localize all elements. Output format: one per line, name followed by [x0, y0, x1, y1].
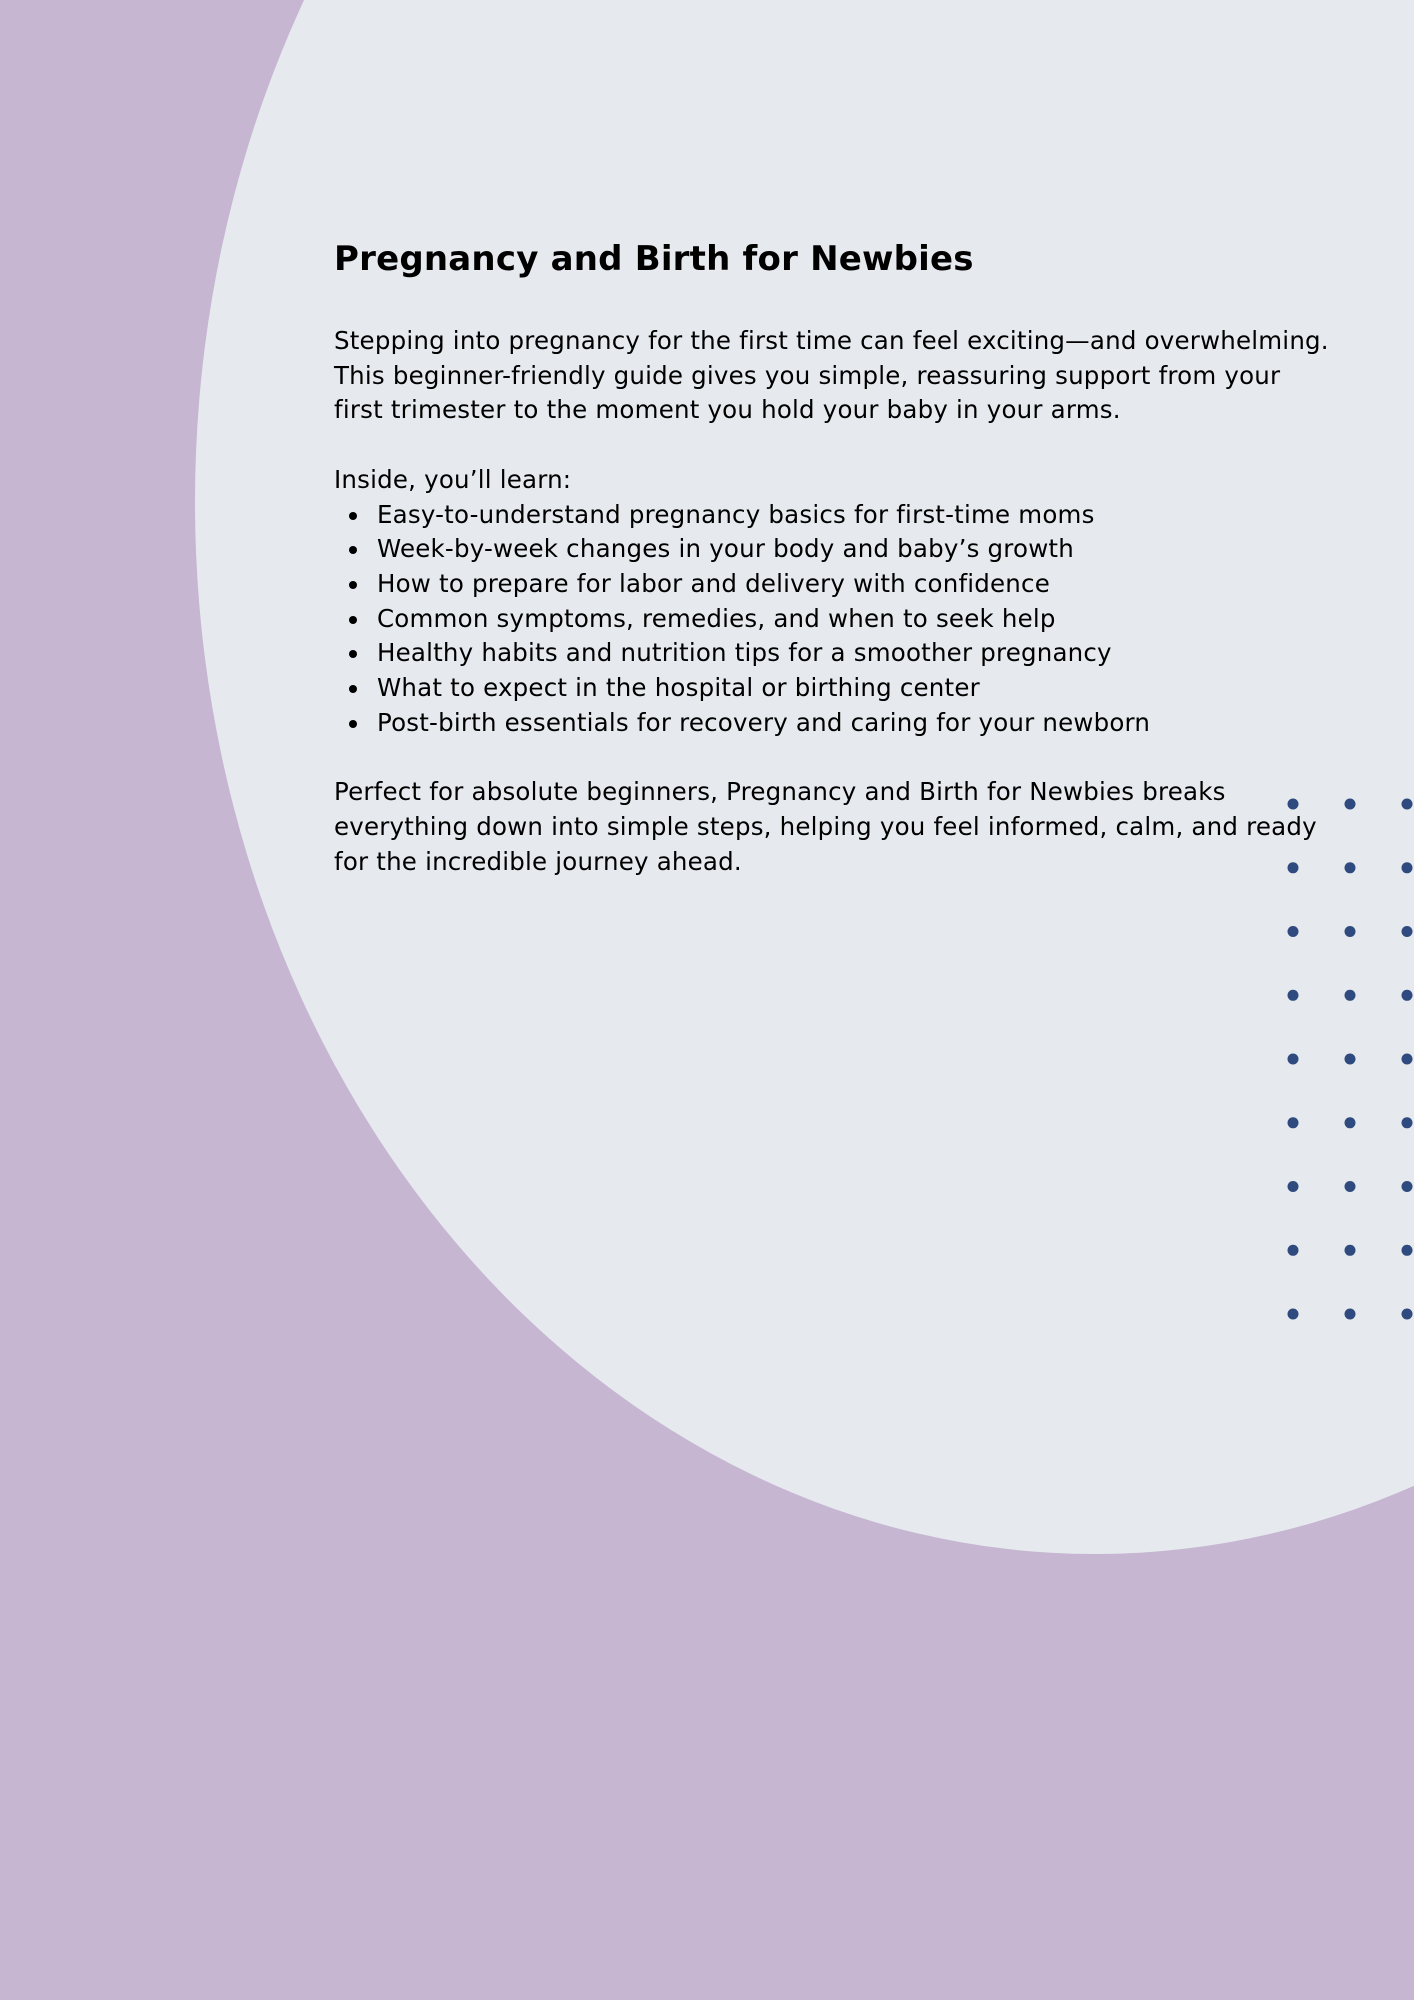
- decorative-dot: [1345, 1309, 1356, 1320]
- list-item: Healthy habits and nutrition tips for a smoother pregnancy: [334, 636, 1334, 671]
- decorative-dot: [1288, 1181, 1299, 1192]
- document-content: [334, 232, 1334, 879]
- decorative-dot: [1288, 1245, 1299, 1256]
- decorative-dot: [1402, 1117, 1413, 1128]
- decorative-dot: [1345, 799, 1356, 810]
- intro-paragraph: Stepping into pregnancy for the first time can feel exciting—and overwhelming. This beginner-friendly guide gives you simple, reassuring support from your first trimester to the moment you hold your baby in your arms.: [334, 326, 1329, 425]
- decorative-dot: [1402, 1181, 1413, 1192]
- decorative-dot: [1288, 926, 1299, 937]
- decorative-dot: [1402, 926, 1413, 937]
- decorative-dot: [1402, 1245, 1413, 1256]
- decorative-dot: [1402, 862, 1413, 873]
- decorative-dot: [1345, 1245, 1356, 1256]
- decorative-dot: [1345, 1117, 1356, 1128]
- paragraph-gap: [334, 428, 1334, 463]
- paragraph-gap: [334, 740, 1334, 775]
- list-item: Common symptoms, remedies, and when to seek help: [334, 602, 1334, 637]
- decorative-dot: [1402, 799, 1413, 810]
- document-title: Pregnancy and Birth for Newbies: [334, 239, 974, 279]
- decorative-dot: [1345, 862, 1356, 873]
- decorative-dot: [1288, 1117, 1299, 1128]
- decorative-dot: [1288, 1309, 1299, 1320]
- decorative-dot: [1288, 990, 1299, 1001]
- learn-list: [334, 498, 1334, 741]
- closing-paragraph: Perfect for absolute beginners, Pregnancy and Birth for Newbies breaks everything down into simple steps, helping you feel informed, calm, and ready for the incredible journey ahead.: [334, 777, 1317, 876]
- decorative-dot: [1345, 1054, 1356, 1065]
- list-item: Week-by-week changes in your body and baby’s growth: [334, 532, 1334, 567]
- decorative-dot: [1402, 1054, 1413, 1065]
- decorative-dot: [1402, 990, 1413, 1001]
- list-item: Post-birth essentials for recovery and caring for your newborn: [334, 706, 1334, 741]
- decorative-dot: [1345, 926, 1356, 937]
- list-item: Easy-to-understand pregnancy basics for first-time moms: [334, 498, 1334, 533]
- decorative-dot: [1345, 990, 1356, 1001]
- decorative-dot: [1402, 1309, 1413, 1320]
- decorative-dot: [1288, 1054, 1299, 1065]
- list-item: How to prepare for labor and delivery with confidence: [334, 567, 1334, 602]
- list-item: What to expect in the hospital or birthing center: [334, 671, 1334, 706]
- decorative-dot: [1345, 1181, 1356, 1192]
- list-heading: Inside, you’ll learn:: [334, 464, 572, 494]
